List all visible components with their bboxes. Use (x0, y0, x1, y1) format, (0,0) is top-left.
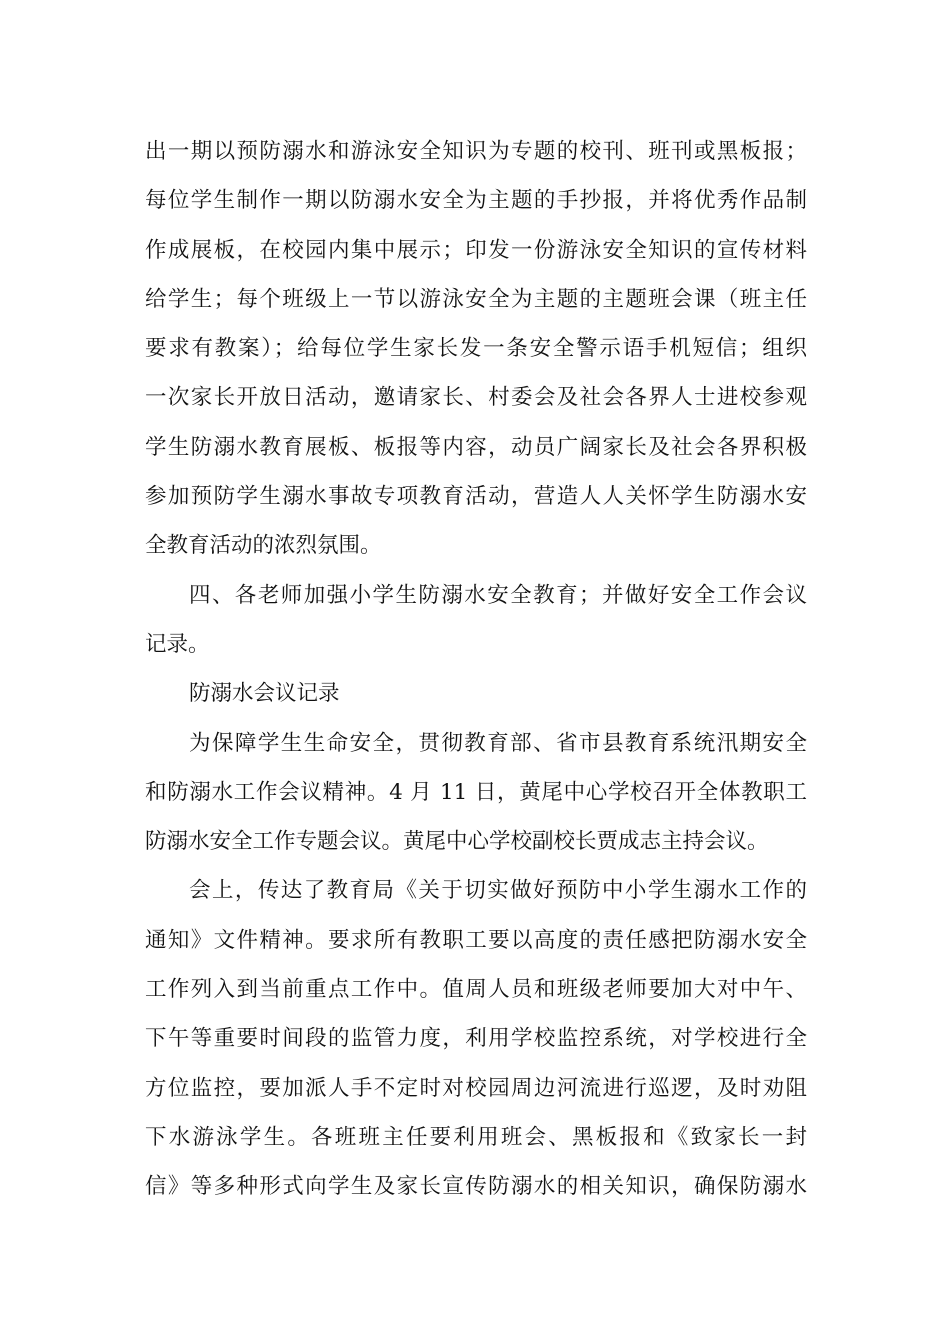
text-line: 一次家长开放日活动，邀请家长、村委会及社会各界人士进校参观 (145, 385, 807, 411)
text-line: 下午等重要时间段的监管力度，利用学校监控系统，对学校进行全 (145, 1026, 807, 1052)
text-line: 记录。 (145, 631, 210, 657)
text-line: 参加预防学生溺水事故专项教育活动，营造人人关怀学生防溺水安 (145, 484, 807, 510)
text-line: 为保障学生生命安全，贯彻教育部、省市县教育系统汛期安全 (189, 730, 807, 756)
text-line: 防溺水安全工作专题会议。黄尾中心学校副校长贾成志主持会议。 (145, 829, 769, 855)
text-line: 全教育活动的浓烈氛围。 (145, 533, 382, 559)
text-line: 会上，传达了教育局《关于切实做好预防中小学生溺水工作的 (189, 878, 807, 904)
text-line: 给学生；每个班级上一节以游泳安全为主题的主题班会课（班主任 (145, 286, 807, 312)
text-line: 下水游泳学生。各班班主任要利用班会、黑板报和《致家长一封 (145, 1124, 807, 1150)
text-line: 和防溺水工作会议精神。4 月 11 日，黄尾中心学校召开全体教职工 (145, 779, 807, 805)
text-line: 四、各老师加强小学生防溺水安全教育；并做好安全工作会议 (189, 582, 807, 608)
text-line: 通知》文件精神。要求所有教职工要以高度的责任感把防溺水安全 (145, 927, 807, 953)
text-line: 方位监控，要加派人手不定时对校园周边河流进行巡逻，及时劝阻 (145, 1075, 807, 1101)
text-line: 作成展板，在校园内集中展示；印发一份游泳安全知识的宣传材料 (145, 237, 807, 263)
text-line: 工作列入到当前重点工作中。值周人员和班级老师要加大对中午、 (145, 977, 807, 1003)
section-heading: 防溺水会议记录 (189, 681, 340, 707)
text-line: 每位学生制作一期以防溺水安全为主题的手抄报，并将优秀作品制 (145, 188, 807, 214)
text-line: 出一期以预防溺水和游泳安全知识为专题的校刊、班刊或黑板报； (145, 139, 807, 164)
text-line: 学生防溺水教育展板、板报等内容，动员广阔家长及社会各界积极 (145, 434, 807, 460)
text-line: 信》等多种形式向学生及家长宣传防溺水的相关知识，确保防溺水 (145, 1174, 807, 1200)
document-body (145, 127, 807, 1212)
text-line: 要求有教案）；给每位学生家长发一条安全警示语手机短信；组织 (145, 336, 807, 362)
